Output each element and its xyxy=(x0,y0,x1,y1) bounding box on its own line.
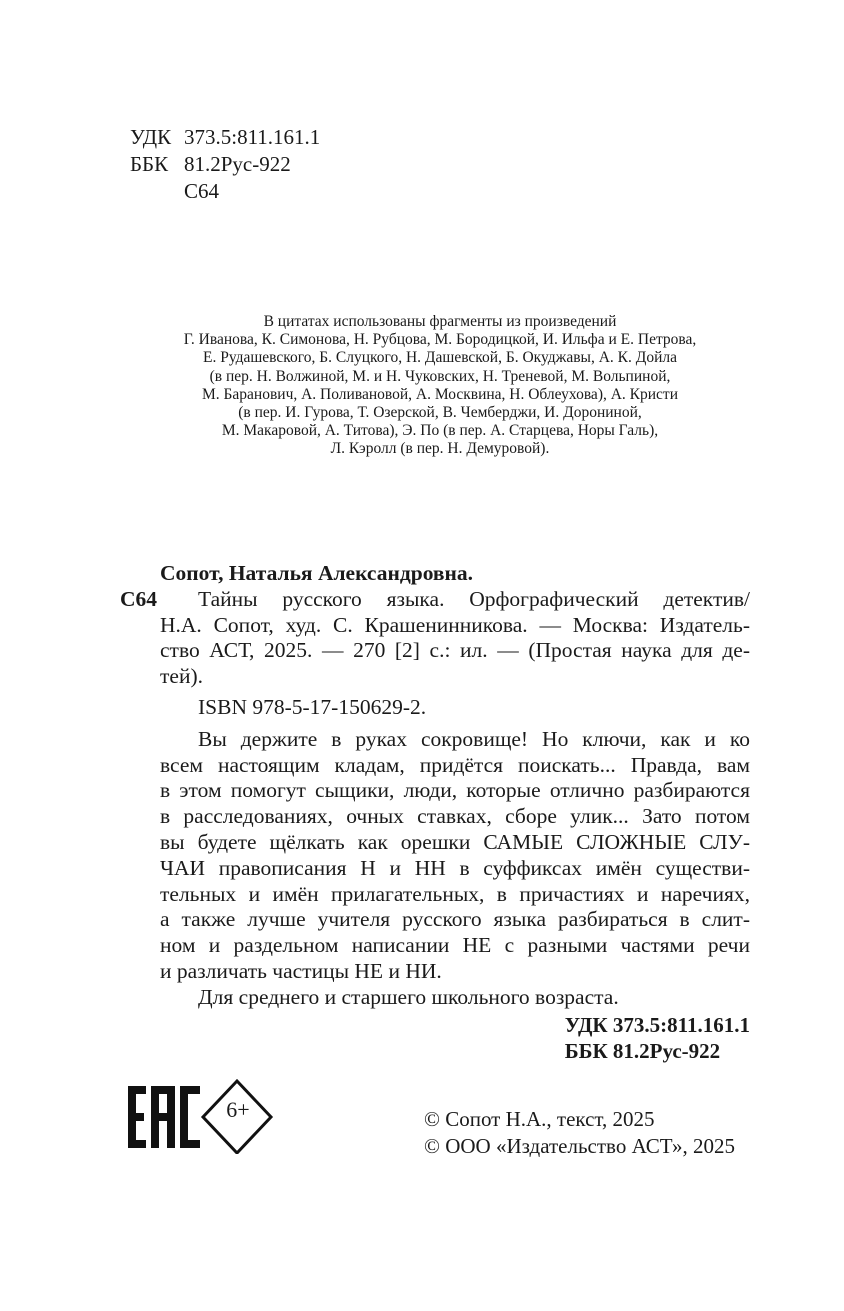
annotation-line: всем настоящим кладам, придётся поискать... Правда, вам xyxy=(160,752,750,777)
annotation xyxy=(160,727,750,985)
author-mark: С64 xyxy=(184,179,220,203)
credit-line: Е. Рудашевского, Б. Слуцкого, Н. Дашевской, Б. Окуджавы, А. К. Дойла xyxy=(202,349,677,367)
bib-line: тей). xyxy=(160,664,203,689)
bib-line: Тайны русского языка. Орфографический детектив/ xyxy=(198,586,750,611)
annotation-line: вы будете щёлкать как орешки САМЫЕ СЛОЖНЫЕ СЛУ- xyxy=(160,829,750,854)
bibliographic-record xyxy=(120,561,750,1011)
credit-line: Г. Иванова, К. Симонова, Н. Рубцова, М. Бородицкой, И. Ильфа и Е. Петрова, xyxy=(183,331,697,349)
bbk-footer: ББК 81.2Рус-922 xyxy=(564,1039,721,1063)
isbn: ISBN 978-5-17-150629-2. xyxy=(198,694,427,719)
annotation-line: тельных и имён прилагательных, в причастиях и наречиях, xyxy=(160,881,750,906)
bib-line: ство АСТ, 2025. — 270 [2] с.: ил. — (Простая наука для де- xyxy=(160,638,750,663)
credit-line: М. Баранович, А. Поливановой, А. Москвина, Н. Облеухова), А. Кристи xyxy=(201,385,679,403)
credit-line: (в пер. И. Гурова, Т. Озерской, В. Чемберджи, И. Дорониной, xyxy=(238,404,642,422)
credit-line: (в пер. Н. Волжиной, М. и Н. Чуковских, Н. Треневой, М. Вольпиной, xyxy=(209,367,671,385)
bib-line: Н.А. Сопот, худ. С. Крашенинникова. — Москва: Издатель- xyxy=(160,612,750,637)
age-rating: 6+ xyxy=(226,1097,250,1122)
credit-line: М. Макаровой, А. Титова), Э. По (в пер. А. Старцева, Норы Галь), xyxy=(221,422,659,440)
copyright-line: © Сопот Н.А., текст, 2025 xyxy=(424,1107,655,1131)
bbk-label: ББК xyxy=(130,152,169,176)
footer-codes xyxy=(565,1012,750,1064)
udk-label: УДК xyxy=(130,125,172,149)
bbk-code: 81.2Рус-922 xyxy=(184,152,291,176)
credit-line: В цитатах использованы фрагменты из произведений xyxy=(263,313,617,330)
copyright xyxy=(424,1106,735,1160)
udk-footer: УДК 373.5:811.161.1 xyxy=(564,1013,750,1037)
credit-line: Л. Кэролл (в пер. Н. Демуровой). xyxy=(330,440,550,458)
quotation-credits xyxy=(150,313,730,459)
annotation-line: и различать частицы НЕ и НИ. xyxy=(160,958,442,983)
annotation-line: в этом помогут сыщики, люди, которые отлично разбираются xyxy=(160,778,750,803)
annotation-line: Вы держите в руках сокровище! Но ключи, как и ко xyxy=(198,726,750,751)
audience: Для среднего и старшего школьного возраста. xyxy=(198,984,619,1009)
annotation-line: в расследованиях, очных ставках, сборе улик... Зато потом xyxy=(160,804,750,829)
copyright-line: © ООО «Издательство АСТ», 2025 xyxy=(424,1134,735,1158)
annotation-line: ЧАИ правописания Н и НН в суффиксах имён существи- xyxy=(160,855,750,880)
author-heading: Сопот, Наталья Александровна. xyxy=(160,561,474,585)
classification-header xyxy=(130,124,320,205)
annotation-line: а также лучше учителя русского языка разбираться в слит- xyxy=(160,907,750,932)
record-mark: С64 xyxy=(120,586,158,611)
annotation-line: ном и раздельном написании НЕ с разными частями речи xyxy=(160,933,750,958)
udk-code: 373.5:811.161.1 xyxy=(184,125,321,149)
